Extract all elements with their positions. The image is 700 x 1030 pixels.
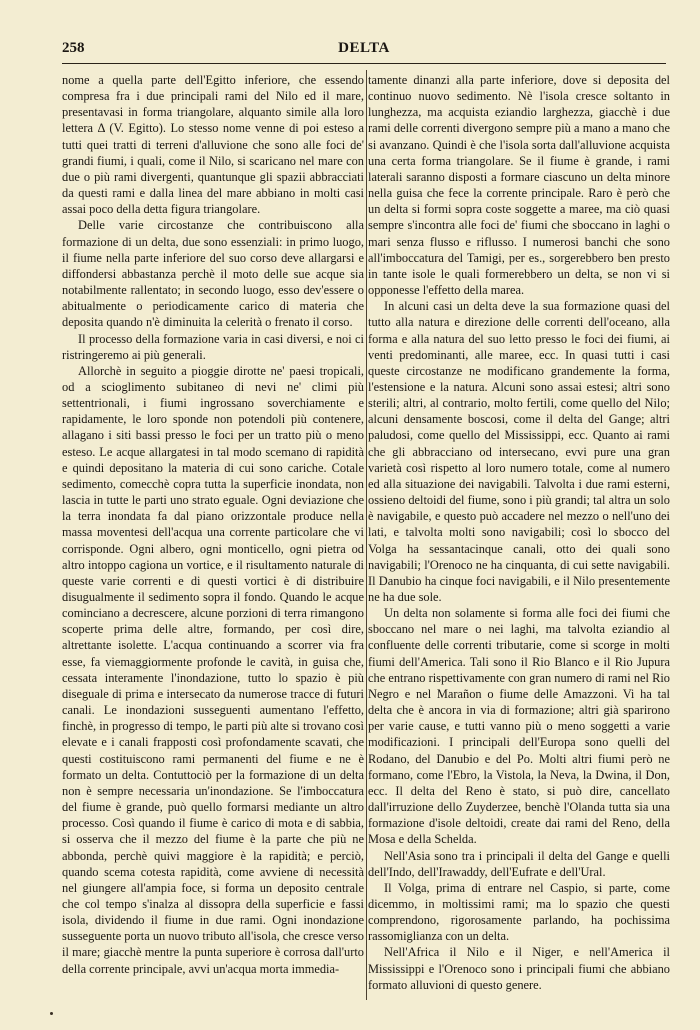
paragraph: Allorchè in seguito a pioggie dirotte ne' paesi tropicali, od a scioglimento subitaneo di nevi ne' climi più settentrionali, i fiumi ingrossano soverchiamente e rapidamente, le loro sponde non potendoli più contenere, allagano i siti bassi presso le foci per un tratto più o meno esteso. Le acque allargatesi in tal modo scemano di rapidità e quindi depositano la materia di cui sono cariche. Cotale sedimento, comecchè copra tutta la superficie inondata, non lascia in tutte le parti uno strato eguale. Ogni deviazione che la terra inondata fa dal piano orizzontale produce nella massa moventesi dell'acqua una corrente particolare che vi corrisponde. Ogni albero, ogni monticello, ogni pietra od altro intoppo cagiona un vortice, e il risultamento naturale di queste varie correnti e di questi vortici è di distribuire disugualmente il sedimento sopra il fondo. Quando le acque cominciano a decrescere, alcune porzioni di terra rimangono scoperte prima delle altre, formando, per così dire, altrettante isolette. L'acqua continuando a scorrer via fra esse, fa viemaggiormente profonde le cavità, in guisa che, cessata interamente l'inondazione, tutto lo spazio è più diseguale di prima e intersecato da numerose tracce di futuri canali. Le inondazioni susseguenti aumentano l'effetto, finchè, in progresso di tempo, le parti più alte si trovano così elevate e i canali frapposti così profondamente scavati, che questi costituiscono rami permanenti del fiume e ne è formato un delta. Contuttociò per la formazione di un delta non è sempre necessaria un'inondazione. Se l'imboccatura del fiume è grande, può quello formarsi mediante un altro processo. Così quando il fiume è carico di mota e di sabbia, si osserva che il mezzo del fiume è la parte che più ne abbonda, perchè quivi maggiore è la rapidità; e perciò, quando scema cotesta rapidità, come avviene di necessità nel giungere all'ampia foce, si forma un deposito centrale che col tempo s'inalza al dissopra della superficie e fassi isola, dividendo il fiume in due rami. Ogni inondazione susseguente porta un nuovo tributo all'isola, che cresce verso il mare; giacchè mentre la punta superiore è corrosa dall'urto della corrente principale, avvi un'acqua morta immedia- xyxy=(62,363,364,976)
running-title: DELTA xyxy=(338,40,390,56)
paragraph: In alcuni casi un delta deve la sua formazione quasi del tutto alla natura e direzione delle correnti dell'oceano, alla forma e alla natura del suo letto presso le foci dei fiumi, ai venti predominanti, alle maree, ecc. In quasi tutti i casi queste circostanze ne modificano grandemente la forma, l'estensione e la natura. Alcuni sono assai estesi; altri sono sterili; altri, al contrario, molto fertili, come quello del Nilo; alcuni densamente boscosi, come il delta del Gange; altri paludosi, come quello del Mississippi, ecc. Quanto ai rami che gli abbracciano od intersecano, evvi pure una gran varietà così rispetto al loro numero totale, come al numero ed alla situazione dei navigabili. Talvolta i due rami esterni, ossieno deltoidi del fiume, sono i più grandi; tal altra un solo è navigabile, e questo può accadere nel mezzo o nell'uno dei lati, e talvolta molti sono navigabili; così lo sbocco del Volga ha sessantacinque canali, otto dei quali sono navigabili; l'Orenoco ne ha cinquanta, di cui sette navigabili. Il Danubio ha cinque foci navigabili, e il Nilo presentemente ne ha due sole. xyxy=(368,299,670,604)
paragraph: nome a quella parte dell'Egitto inferiore, che essendo compresa fra i due principali rami del Nilo ed il mare, presentavasi in forma triangolare, alquanto simile alla loro lettera Δ (V. Egitto). Lo stesso nome venne di poi esteso a tutti quei tratti di terreni d'alluvione che sono alle foci de' grandi fiumi, i quali, come il Nilo, si scaricano nel mare con due o più rami divergenti, quantunque gli spazii abbracciati da questi rami e dalla linea del mare abbiano in molti casi assai poco della detta figura triangolare. xyxy=(62,73,364,217)
paragraph: tamente dinanzi alla parte inferiore, dove si deposita del continuo nuovo sedimento. Nè l'isola cresce soltanto in lunghezza, ma acquista eziandio larghezza, giacchè i due rami delle correnti divergono sempre più a mano a mano che si avanzano. Quindi è che l'isola sorta dall'alluvione acquista una certa forma triangolare. Se il fiume è grande, i rami laterali saranno disposti a formare ciascuno un delta minore nella guisa che fece la corrente principale. Raro è però che un delta si formi sopra coste soggette a maree, ma ciò quasi sempre s'incontra alle foci de' fiumi che sboccano in laghi o mari senza flusso e riflusso. I numerosi banchi che sono all'imboccatura del Tamigi, per es., sorgerebbero ben presto in tante isole le quali formerebbero un delta, se non vi si opponesse l'effetto della marea. xyxy=(368,73,670,298)
left-column xyxy=(62,72,364,977)
print-speck xyxy=(50,1012,53,1015)
paragraph: Il Volga, prima di entrare nel Caspio, si parte, come dicemmo, in moltissimi rami; ma lo spazio che questi comprendono, rigorosamente parlando, ha pochissima rassomiglianza con un delta. xyxy=(368,880,670,944)
column-divider xyxy=(366,70,367,1000)
paragraph: Nell'Africa il Nilo e il Niger, e nell'America il Mississippi e l'Orenoco sono i principali fiumi che abbiano formato alluvioni di questo genere. xyxy=(368,945,670,992)
paragraph: Nell'Asia sono tra i principali il delta del Gange e quelli dell'Indo, dell'Irawaddy, dell'Eufrate e dell'Ural. xyxy=(368,848,670,879)
right-column xyxy=(368,72,670,993)
page-header xyxy=(62,40,666,60)
paragraph: Un delta non solamente si forma alle foci dei fiumi che sboccano nel mare o nei laghi, ma talvolta eziandio al confluente delle correnti tributarie, come si scorge in molti fiumi dell'America. Tali sono il Rio Blanco e il Rio Jupura che entrano rispettivamente con gran numero di rami nel Rio Negro e nel Marañon o fiume delle Amazzoni. Vi ha tal delta che è ancora in via di formazione; altri già sparirono per varie cause, e tutti vanno più o meno soggetti a varie modificazioni. I principali dell'Europa sono quelli del Rodano, del Danubio e del Po. Molti altri fiumi però ne formano, come l'Ebro, la Vistola, la Neva, la Dwina, il Don, ecc. Il delta del Reno è stato, si può dire, cancellato dall'irruzione dello Zuyderzee, benchè l'Olanda tutta sia una formazione d'isole deltoidi, create dai rami del Reno, della Mosa e della Schelda. xyxy=(368,606,670,847)
header-rule xyxy=(62,63,666,64)
page-number: 258 xyxy=(62,40,85,56)
paragraph: Delle varie circostanze che contribuiscono alla formazione di un delta, due sono essenziali: in primo luogo, il fiume nella parte inferiore del suo corso deve allargarsi e diffondersi abbastanza perchè il moto delle sue acque sia notabilmente rallentato; in secondo luogo, esso dev'essere o abitualmente o periodicamente carico di materia che deposita quando n'è diminuita la celerità o frenato il corso. xyxy=(62,218,364,330)
paragraph: Il processo della formazione varia in casi diversi, e noi ci ristringeremo ai più generali. xyxy=(62,331,364,362)
